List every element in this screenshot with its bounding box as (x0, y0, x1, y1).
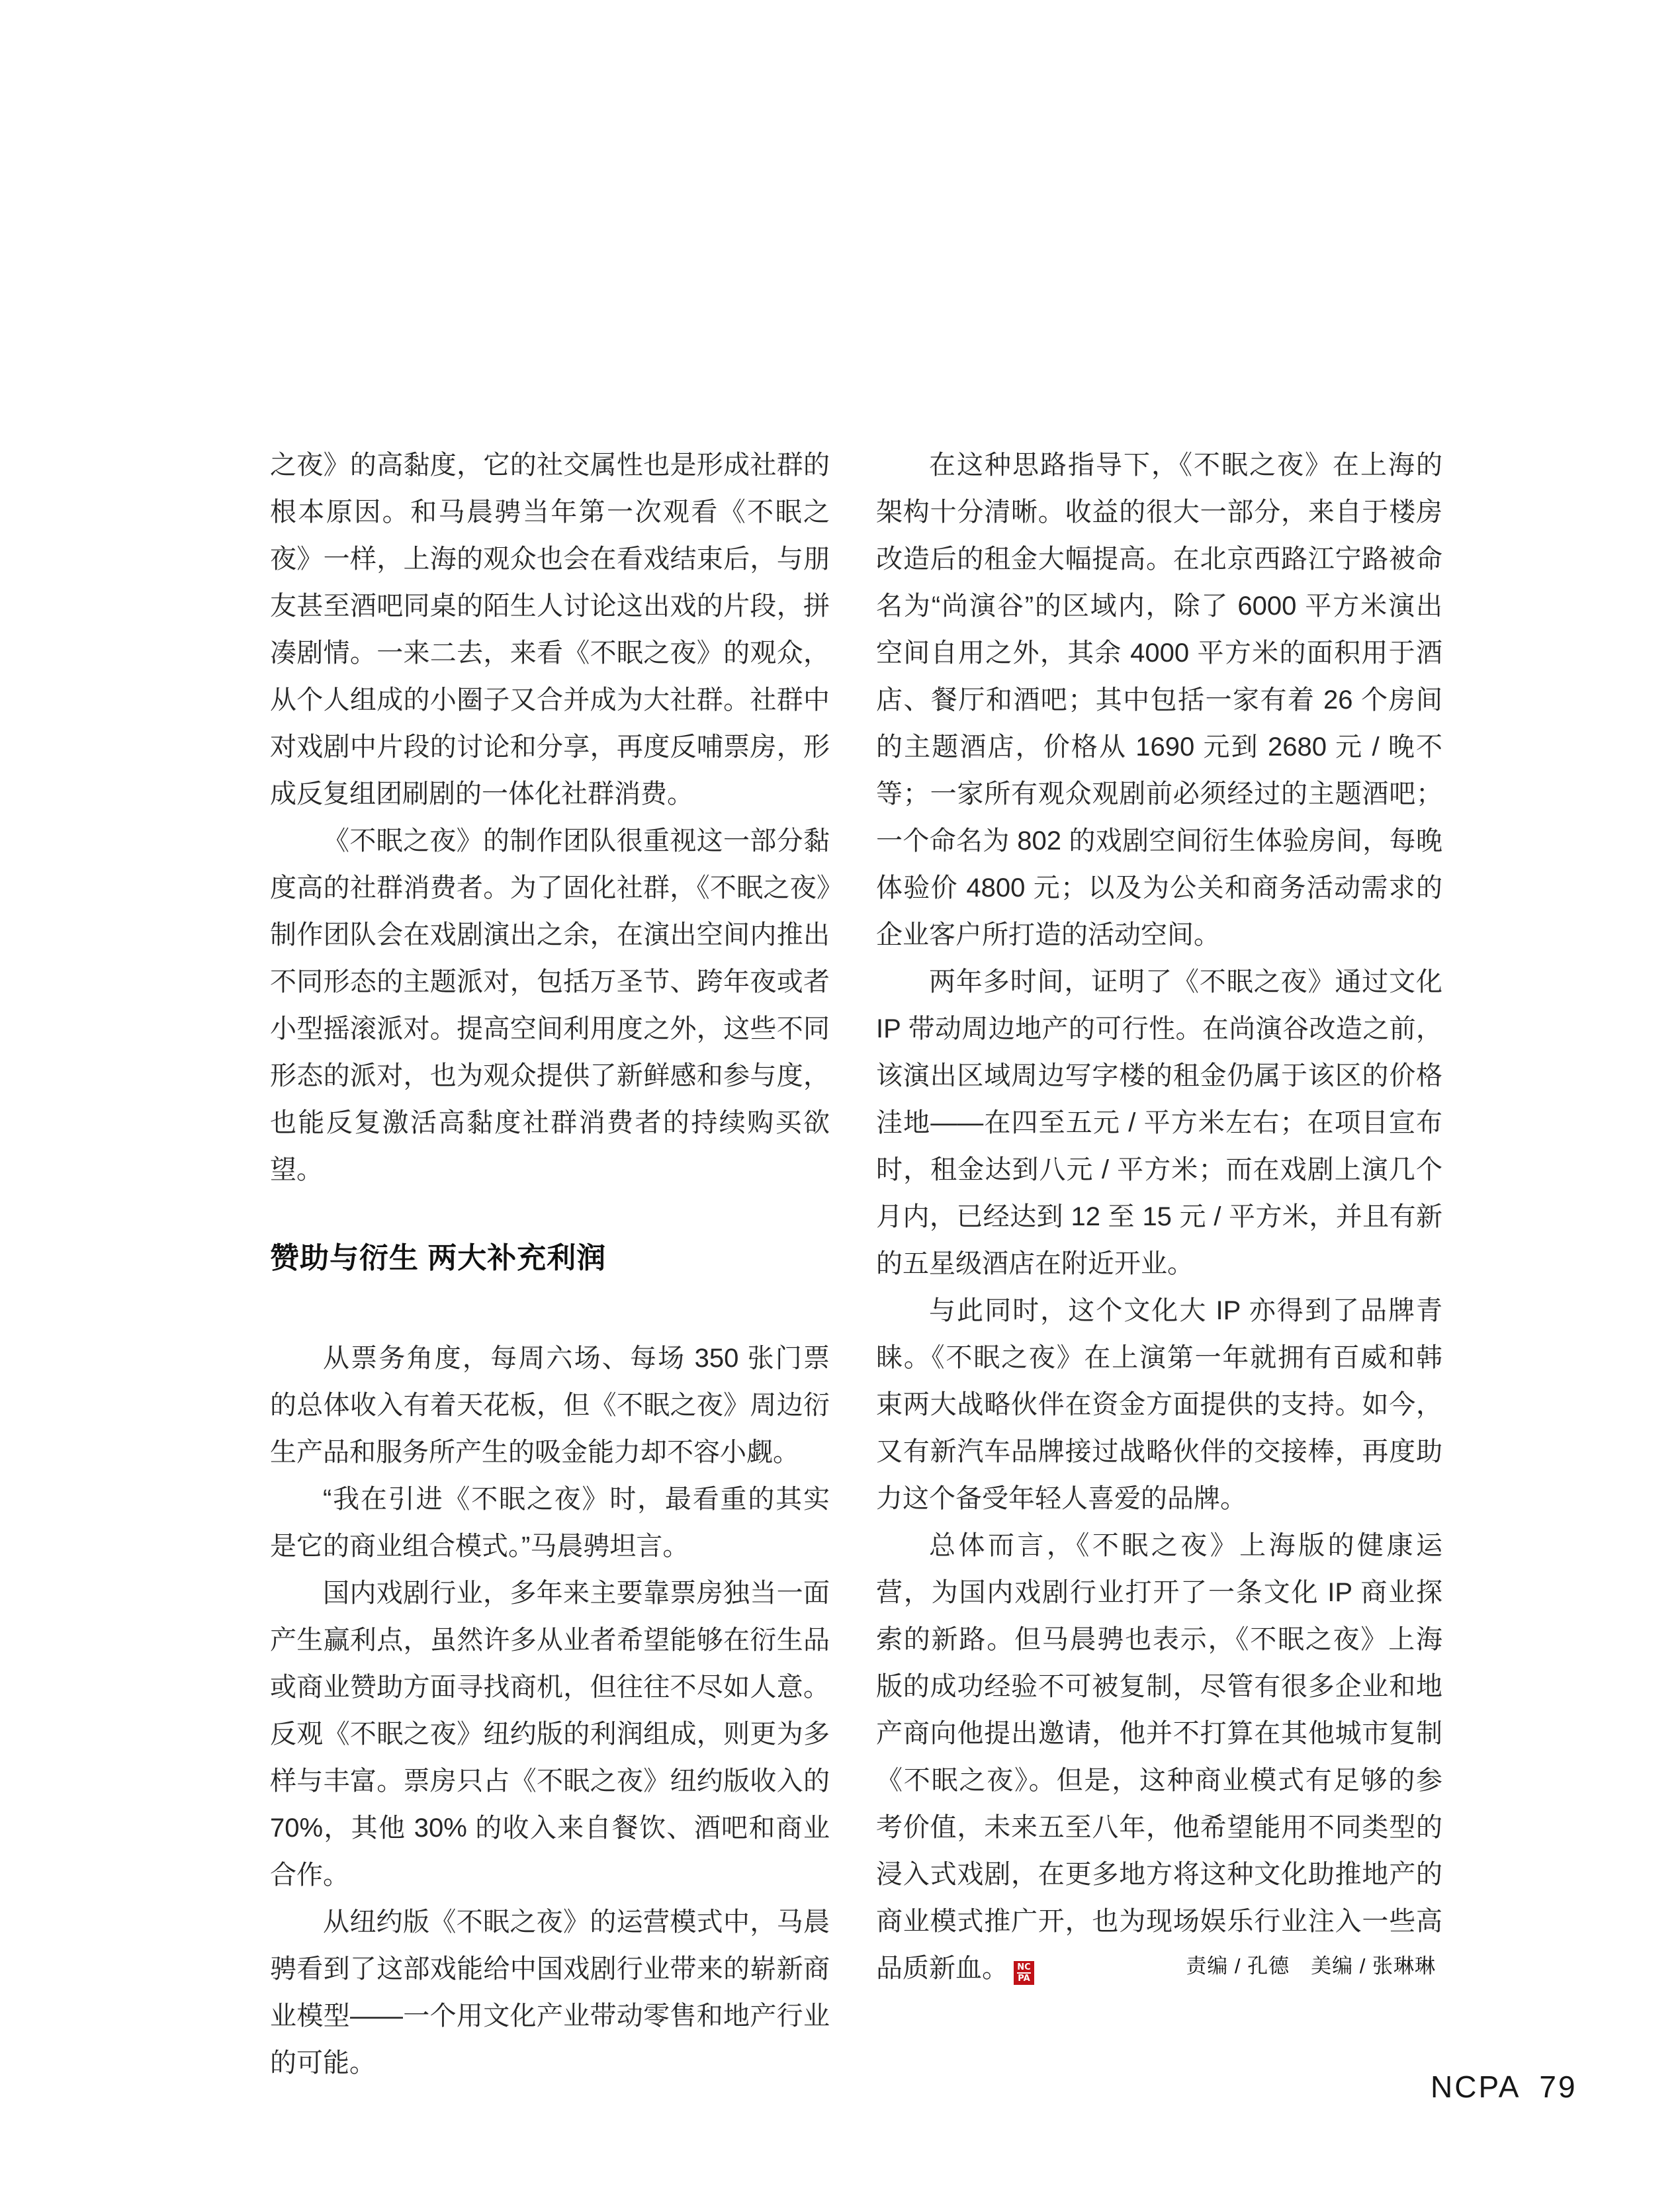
section-heading: 赞助与衍生 两大补充利润 (270, 1242, 607, 1274)
paragraph-text: 从纽约版《不眠之夜》的运营模式中，马晨骋看到了这部戏能给中国戏剧行业带来的崭新商业模型——一个用文化产业带动零售和地产行业的可能。 (270, 1907, 830, 2078)
paragraph-text: 国内戏剧行业，多年来主要靠票房独当一面产生赢利点，虽然许多从业者希望能够在衍生品或商业赞助方面寻找商机，但往往不尽如人意。反观《不眠之夜》纽约版的利润组成，则更为多样与丰富。票房只占《不眠之夜》纽约版收入的 70%，其他 30% 的收入来自餐饮、酒吧和商业合作。 (270, 1579, 830, 1890)
paragraph (270, 818, 830, 1194)
page-footer (1431, 2071, 1577, 2103)
paragraph (876, 1522, 1442, 1992)
page-number: 79 (1539, 2070, 1577, 2104)
paragraph-text: 从票务角度，每周六场、每场 350 张门票的总体收入有着天花板，但《不眠之夜》周边衍生产品和服务所产生的吸金能力却不容小觑。 (270, 1344, 830, 1467)
left-column (270, 442, 830, 2087)
paragraph-text: 总体而言，《不眠之夜》上海版的健康运营，为国内戏剧行业打开了一条文化 IP 商业探索的新路。但马晨骋也表示，《不眠之夜》上海版的成功经验不可被复制，尽管有很多企业和地产商向他提出邀请，他并不打算在其他城市复制《不眠之夜》。但是，这种商业模式有足够的参考价值，未来五至八年，他希望能用不同类型的浸入式戏剧，在更多地方将这种文化助推地产的商业模式推广开，也为现场娱乐行业注入一些高品质新血。 (876, 1531, 1442, 1983)
paragraph-text: 在这种思路指导下，《不眠之夜》在上海的架构十分清晰。收益的很大一部分，来自于楼房改造后的租金大幅提高。在北京西路江宁路被命名为“尚演谷”的区域内，除了 6000 平方米演出空间自用之外，其余 4000 平方米的面积用于酒店、餐厅和酒吧；其中包括一家有着 26 个房间的主题酒店，价格从 1690 元到 2680 元 / 晚不等；一家所有观众观剧前必须经过的主题酒吧；一个命名为 802 的戏剧空间衍生体验房间，每晚体验价 4800 元；以及为公关和商务活动需求的企业客户所打造的活动空间。 (876, 451, 1442, 949)
paragraph-text: 与此同时，这个文化大 IP 亦得到了品牌青睐。《不眠之夜》在上演第一年就拥有百威和韩束两大战略伙伴在资金方面提供的支持。如今，又有新汽车品牌接过战略伙伴的交接棒，再度助力这个备受年轻人喜爱的品牌。 (876, 1296, 1442, 1513)
paragraph-text: “我在引进《不眠之夜》时，最看重的其实是它的商业组合模式。”马晨骋坦言。 (270, 1485, 830, 1561)
editor-credits: 责编 / 孔德 美编 / 张琳琳 (1186, 1954, 1436, 1978)
paragraph (876, 959, 1442, 1288)
right-column (876, 442, 1442, 1992)
paragraph (270, 1570, 830, 1899)
end-mark-line-pa: PA (1018, 1974, 1030, 1984)
paragraph (876, 442, 1442, 959)
paragraph-text: 之夜》的高黏度，它的社交属性也是形成社群的根本原因。和马晨骋当年第一次观看《不眠之夜》一样，上海的观众也会在看戏结束后，与朋友甚至酒吧同桌的陌生人讨论这出戏的片段，拼凑剧情。一来二去，来看《不眠之夜》的观众，从个人组成的小圈子又合并成为大社群。社群中对戏剧中片段的讨论和分享，再度反哺票房，形成反复组团刷剧的一体化社群消费。 (270, 451, 830, 809)
paragraph (876, 1288, 1442, 1522)
paragraph (270, 1899, 830, 2087)
paragraph (270, 442, 830, 818)
paragraph (270, 1335, 830, 1476)
paragraph (270, 1476, 830, 1570)
paragraph-text: 两年多时间，证明了《不眠之夜》通过文化 IP 带动周边地产的可行性。在尚演谷改造之前，该演出区域周边写字楼的租金仍属于该区的价格洼地——在四至五元 / 平方米左右；在项目宣布时，租金达到八元 / 平方米；而在戏剧上演几个月内，已经达到 12 至 15 元 / 平方米，并且有新的五星级酒店在附近开业。 (876, 967, 1442, 1278)
paragraph-text: 《不眠之夜》的制作团队很重视这一部分黏度高的社群消费者。为了固化社群，《不眠之夜》制作团队会在戏剧演出之余，在演出空间内推出不同形态的主题派对，包括万圣节、跨年夜或者小型摇滚派对。提高空间利用度之外，这些不同形态的派对，也为观众提供了新鲜感和参与度，也能反复激活高黏度社群消费者的持续购买欲望。 (270, 826, 830, 1184)
end-mark-line-nc: NC (1017, 1962, 1031, 1972)
journal-name: NCPA (1431, 2070, 1521, 2104)
